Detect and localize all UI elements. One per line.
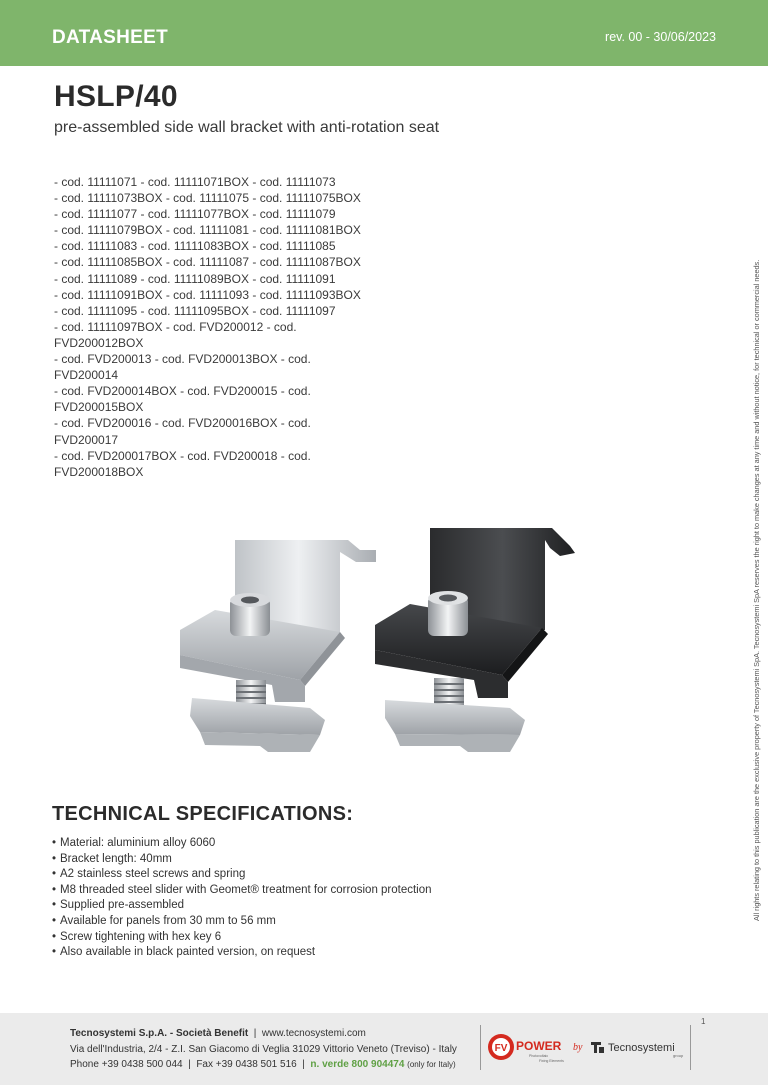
spec-item: • A2 stainless steel screws and spring [52, 867, 432, 883]
tecnosystemi-logo-text: Tecnosystemi [608, 1042, 675, 1054]
black-bracket [375, 528, 575, 752]
tecnosystemi-group-text: group [673, 1053, 684, 1058]
toll-free-number: n. verde 800 904474 [310, 1059, 405, 1070]
footer-divider [690, 1025, 691, 1070]
specs-heading: TECHNICAL SPECIFICATIONS: [52, 803, 354, 825]
code-line: - cod. 11111079BOX - cod. 11111081 - cod. 11111081BOX [54, 223, 361, 238]
fax-number: Fax +39 0438 501 516 [196, 1059, 297, 1070]
product-title: HSLP/40 [54, 80, 178, 113]
code-line: - cod. FVD200017BOX - cod. FVD200018 - cod. FVD200018BOX [54, 448, 311, 479]
code-line: - cod. 11111083 - cod. 11111083BOX - cod. 11111085 [54, 239, 336, 254]
revision-date: rev. 00 - 30/06/2023 [605, 30, 716, 44]
code-line: - cod. 11111091BOX - cod. 11111093 - cod. 11111093BOX [54, 287, 361, 302]
code-line: - cod. FVD200016 - cod. FVD200016BOX - cod. FVD200017 [54, 416, 311, 447]
spec-item: • Bracket length: 40mm [52, 852, 432, 868]
toll-free-note: (only for Italy) [407, 1060, 456, 1069]
fv-power-logo [488, 1034, 564, 1063]
rights-notice: All rights relating to this publication are the exclusive property of Tecnosystemi SpA. Tecnosystemi SpA reserves the right to make changes at any time and without notice, for technical or commercial needs. [752, 259, 761, 921]
website-link[interactable]: www.tecnosystemi.com [261, 1028, 366, 1039]
company-name: Tecnosystemi S.p.A. - Società Benefit [70, 1028, 249, 1039]
code-line: - cod. 11111085BOX - cod. 11111087 - cod. 11111087BOX [54, 255, 361, 270]
footer-divider [480, 1025, 481, 1070]
product-subtitle: pre-assembled side wall bracket with anti-rotation seat [54, 119, 440, 136]
spec-item: • Supplied pre-assembled [52, 898, 432, 914]
by-text: by [573, 1042, 583, 1053]
spec-item: • Also available in black painted version, on request [52, 945, 432, 961]
code-line: - cod. 11111097BOX - cod. FVD200012 - cod. FVD200012BOX [54, 319, 297, 350]
power-logo-text: POWER [516, 1039, 562, 1053]
company-address: Via dell'Industria, 2/4 - Z.I. San Giacomo di Veglia 31029 Vittorio Veneto (Treviso) - Italy [70, 1043, 457, 1055]
code-line: - cod. 11111089 - cod. 11111089BOX - cod. 11111091 [54, 271, 336, 286]
power-logo-sub1: Photovoltaic [529, 1054, 549, 1058]
footer [0, 1013, 768, 1085]
page-number: 1 [701, 1017, 706, 1026]
product-codes [54, 174, 394, 480]
power-logo-sub2: Fixing Elements [539, 1059, 564, 1063]
product-image [180, 520, 590, 788]
tecnosystemi-logo [591, 1042, 684, 1058]
code-line: - cod. 11111071 - cod. 11111071BOX - cod. 11111073 [54, 175, 336, 189]
code-line: - cod. FVD200013 - cod. FVD200013BOX - cod. FVD200014 [54, 352, 311, 383]
code-line: - cod. FVD200014BOX - cod. FVD200015 - cod. FVD200015BOX [54, 384, 311, 415]
header-bar [0, 0, 768, 66]
spec-item: • Material: aluminium alloy 6060 [52, 836, 432, 852]
brand-logos [487, 1031, 687, 1065]
silver-bracket [180, 540, 376, 752]
spec-item: • Available for panels from 30 mm to 56 mm [52, 914, 432, 930]
code-line: - cod. 11111077 - cod. 11111077BOX - cod. 11111079 [54, 207, 336, 222]
spec-item: • Screw tightening with hex key 6 [52, 930, 432, 946]
spec-item: • M8 threaded steel slider with Geomet® treatment for corrosion protection [52, 883, 432, 899]
code-line: - cod. 11111073BOX - cod. 11111075 - cod. 11111075BOX [54, 191, 361, 206]
document-type-label: DATASHEET [52, 27, 168, 48]
fv-logo-text: FV [494, 1043, 508, 1054]
specs-list [52, 836, 432, 961]
code-line: - cod. 11111095 - cod. 11111095BOX - cod. 11111097 [54, 303, 336, 318]
company-info: Tecnosystemi S.p.A. - Società Benefit | www.tecnosystemi.com Via dell'Industria, 2/4 - Z.I. San Giacomo di Veglia 31029 Vittorio Veneto (Treviso) - Italy Phone +39 0438 500 044 | Fax +39 0438 501 516 | n. verde 800 904474 (only for Italy) [70, 1028, 457, 1070]
phone-number: Phone +39 0438 500 044 [70, 1059, 183, 1070]
